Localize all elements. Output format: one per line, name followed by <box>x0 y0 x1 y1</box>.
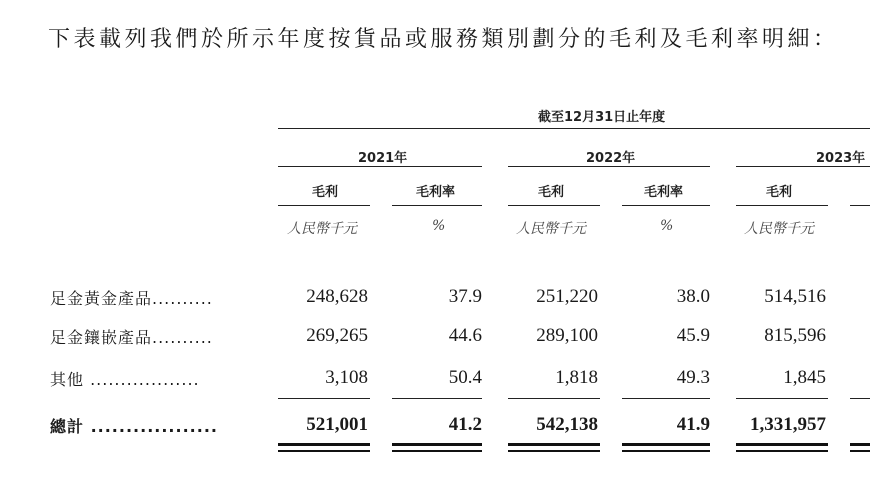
unit-2021-rmb: 人民幣千元 <box>287 221 357 237</box>
col-2023-gross-profit: 毛利 <box>766 185 793 200</box>
total-double-rule <box>622 443 710 446</box>
total-double-rule <box>736 443 828 446</box>
total-double-rule <box>392 443 482 446</box>
total-cell: 41.2 <box>448 414 482 435</box>
total-double-rule <box>850 443 870 446</box>
intro-text: 下表載列我們於所示年度按貨品或服務類別劃分的毛利及毛利率明細： <box>48 27 839 52</box>
cell: 37.9 <box>448 286 482 307</box>
row-label-inlaid: 足金鑲嵌產品.......... <box>50 328 213 347</box>
total-double-rule <box>736 450 828 452</box>
subtotal-rule-1 <box>278 398 370 399</box>
period-header: 截至12月31日止年度 <box>538 110 666 125</box>
cell: 251,220 <box>536 286 598 307</box>
subtotal-rule-6 <box>850 398 870 399</box>
col-2022-gross-profit: 毛利 <box>538 185 565 200</box>
col-2021-gross-profit: 毛利 <box>312 185 339 200</box>
col-2021-margin: 毛利率 <box>416 185 456 200</box>
cell: 49.3 <box>676 367 710 388</box>
col-rule-3 <box>508 205 600 206</box>
total-cell: 1,331,957 <box>750 414 826 435</box>
cell: 815,596 <box>764 325 826 346</box>
col-rule-4 <box>622 205 710 206</box>
col-rule-1 <box>278 205 370 206</box>
subtotal-rule-3 <box>508 398 600 399</box>
cell: 1,845 <box>783 367 826 388</box>
year-2021-rule <box>278 166 482 167</box>
period-rule <box>278 128 870 129</box>
cell: 44.6 <box>448 325 482 346</box>
total-cell: 41.9 <box>676 414 710 435</box>
col-rule-5 <box>736 205 828 206</box>
cell: 289,100 <box>536 325 598 346</box>
year-2021-header: 2021年 <box>358 151 408 166</box>
col-rule-6 <box>850 205 870 206</box>
total-double-rule <box>622 450 710 452</box>
total-double-rule <box>850 450 870 452</box>
total-double-rule <box>392 450 482 452</box>
cell: 50.4 <box>448 367 482 388</box>
total-double-rule <box>278 450 370 452</box>
cell: 514,516 <box>764 286 826 307</box>
col-2022-margin: 毛利率 <box>644 185 684 200</box>
col-rule-2 <box>392 205 482 206</box>
year-2023-rule <box>736 166 870 167</box>
total-double-rule <box>508 443 600 446</box>
row-label-gold: 足金黃金產品.......... <box>50 289 213 308</box>
unit-2022-pct: % <box>660 218 674 234</box>
total-cell: 521,001 <box>306 414 368 435</box>
cell: 45.9 <box>676 325 710 346</box>
cell: 38.0 <box>676 286 710 307</box>
cell: 248,628 <box>306 286 368 307</box>
year-2023-header: 2023年 <box>816 151 866 166</box>
unit-2023-rmb: 人民幣千元 <box>744 221 814 237</box>
total-double-rule <box>508 450 600 452</box>
year-2022-header: 2022年 <box>586 151 636 166</box>
subtotal-rule-5 <box>736 398 828 399</box>
unit-2022-rmb: 人民幣千元 <box>516 221 586 237</box>
year-2022-rule <box>508 166 710 167</box>
subtotal-rule-2 <box>392 398 482 399</box>
cell: 269,265 <box>306 325 368 346</box>
cell: 1,818 <box>555 367 598 388</box>
subtotal-rule-4 <box>622 398 710 399</box>
row-label-total: 總計 .................. <box>50 417 218 436</box>
total-double-rule <box>278 443 370 446</box>
cell: 3,108 <box>325 367 368 388</box>
unit-2021-pct: % <box>432 218 446 234</box>
total-cell: 542,138 <box>536 414 598 435</box>
row-label-others: 其他 .................. <box>50 370 200 389</box>
